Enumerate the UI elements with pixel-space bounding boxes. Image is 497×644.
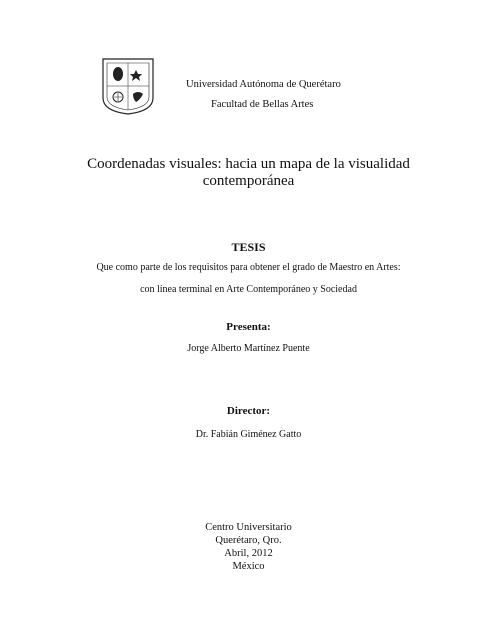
thesis-title-line-2: contemporánea	[202, 173, 295, 189]
degree-requirement-line-2: con línea terminal en Arte Contemporáneo y Sociedad	[140, 284, 357, 295]
document-type-heading: TESIS	[231, 240, 266, 254]
university-name: Universidad Autónoma de Querétaro	[186, 79, 341, 90]
degree-requirement-line-1: Que como parte de los requisitos para obtener el grado de Maestro en Artes:	[96, 262, 401, 273]
author-name: Jorge Alberto Martínez Puente	[187, 343, 310, 354]
city-line: Querétaro, Qro.	[215, 535, 282, 546]
thesis-title-line-1: Coordenadas visuales: hacia un mapa de la visualidad	[87, 156, 410, 172]
university-seal-icon	[100, 56, 156, 116]
director-label: Director:	[226, 405, 271, 417]
date-line: Abril, 2012	[224, 548, 273, 559]
institution-location: Centro Universitario	[205, 522, 292, 533]
director-name: Dr. Fabián Giménez Gatto	[195, 429, 302, 440]
author-label: Presenta:	[226, 321, 271, 333]
country-line: México	[232, 561, 265, 572]
faculty-name: Facultad de Bellas Artes	[211, 99, 314, 110]
